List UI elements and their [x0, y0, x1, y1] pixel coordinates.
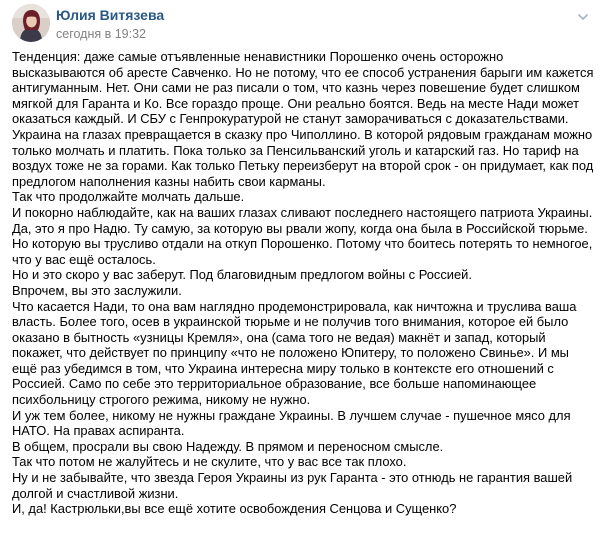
- post-paragraph: И уж тем более, никому не нужны граждане Украины. В лучшем случае - пушечное мясо для НАТО. На правах аспиранта.: [12, 407, 571, 439]
- post-text: [12, 49, 596, 517]
- post-paragraph: Так что потом не жалуйтесь и не скулите, что у вас все так плохо.: [12, 454, 407, 470]
- avatar[interactable]: [12, 4, 50, 42]
- post-paragraph: Тенденция: даже самые отъявленные ненавистники Порошенко очень осторожно высказываются об аресте Савченко. Но не потому, что ее способ устранения барыги им кажется антигуманным. Нет. Они сами не раз писали о том, что казнь через повешение будет слишком мягкой для Гаранта и Ко. Все гораздо проще. Они реально боятся. Ведь на месте Нади может оказаться каждый. И СБУ с Генпрокуратурой не станут заморачиваться с доказательствами.: [12, 49, 594, 127]
- post-header: [12, 4, 592, 46]
- post-paragraph: Но и это скоро у вас заберут. Под благовидным предлогом войны с Россией.: [12, 267, 472, 283]
- post-paragraph: Украина на глазах превращается в сказку про Чиполлино. В которой рядовым гражданам можно только молчать и платить. Пока только за Пенсильванский уголь и катарский газ. Но тариф на воздух тоже не за горами. Как только Петьку переизберут на второй срок - он придумает, как под предлогом наполнения казны набить свои карманы.: [12, 126, 594, 189]
- post-paragraph: Что касается Нади, то она вам наглядно продемонстрировала, как ничтожна и труслива ваша власть. Более того, осев в украинской тюрьме и не получив того внимания, которое ей было оказано в бытность «узницы Кремля», она (сама того не ведая) макнёт и запад, который покажет, что действует по принципу «что не положено Юпитеру, то положено Свинье». И мы ещё раз убедимся в том, что Украина интересна миру только в контексте его отношений с Россией. Само по себе это территориальное образование, все больше напоминающее психбольницу строгого режима, никому не нужно.: [12, 298, 577, 408]
- post-timestamp[interactable]: сегодня в 19:32: [56, 27, 146, 41]
- post-paragraph: Так что продолжайте молчать дальше.: [12, 189, 245, 205]
- author-name-link[interactable]: Юлия Витязева: [56, 7, 165, 23]
- post-paragraph: В общем, просрали вы свою Надежду. В прямом и переносном смысле.: [12, 438, 444, 454]
- avatar-image: [12, 4, 50, 42]
- post-paragraph: Впрочем, вы это заслужили.: [12, 282, 182, 298]
- post-paragraph: И, да! Кастрюльки,вы все ещё хотите освобождения Сенцова и Сущенко?: [12, 501, 457, 517]
- chevron-down-icon[interactable]: [576, 10, 590, 24]
- post-paragraph: Ну и не забывайте, что звезда Героя Украины из рук Гаранта - это отнюдь не гарантия вашей долгой и счастливой жизни.: [12, 470, 573, 501]
- post-paragraph: И покорно наблюдайте, как на ваших глазах сливают последнего настоящего патриота Украины. Да, это я про Надю. Ту самую, за которую вы рвали жопу, когда она была в Российской тюрьме. Но которую вы трусливо отдали на откуп Порошенко. Потому что боитесь потерять то немногое, что у вас ещё осталось.: [12, 204, 593, 267]
